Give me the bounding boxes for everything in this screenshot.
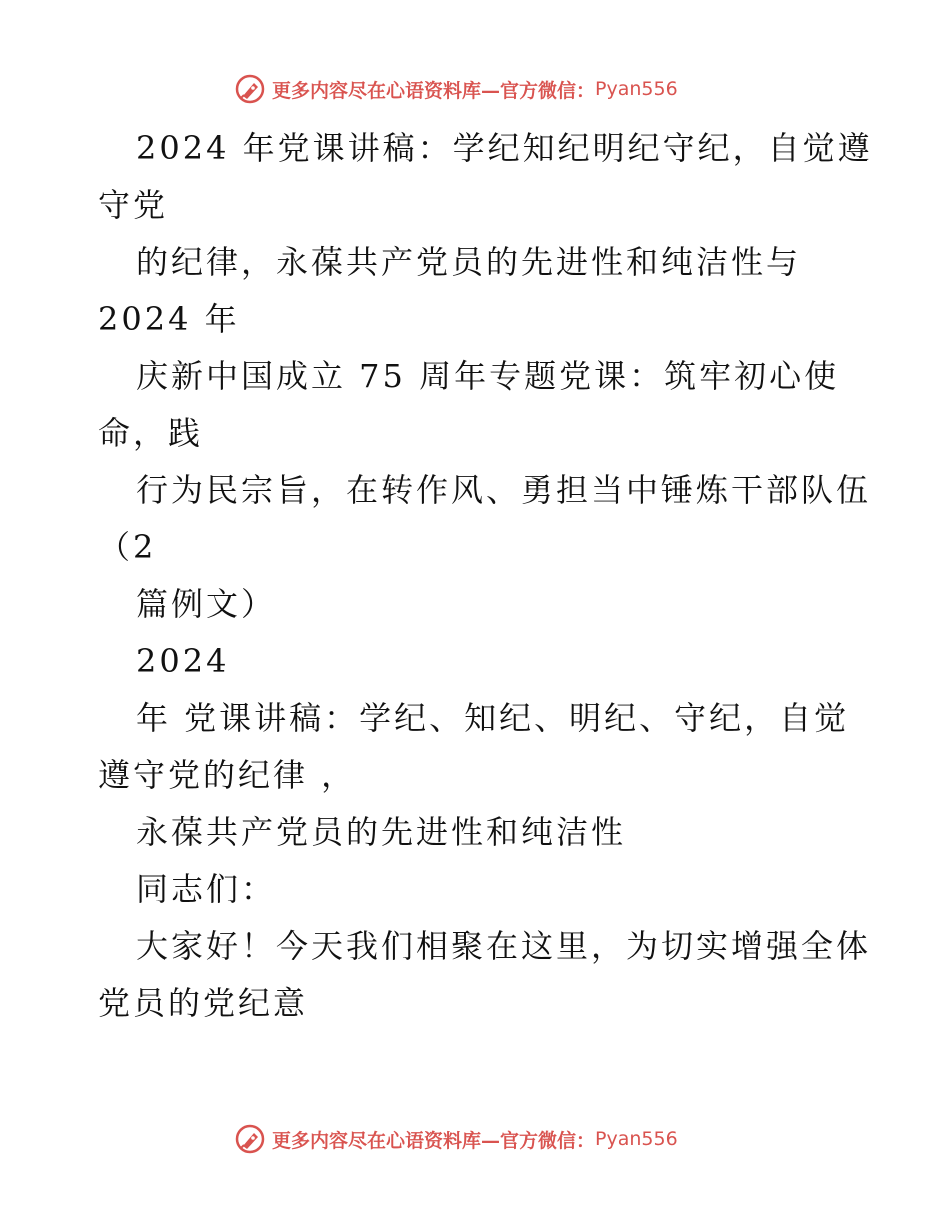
watermark-text: 更多内容尽在心语资料库—官方微信： (272, 1129, 596, 1152)
text-line: 党员的党纪意 (98, 984, 309, 1022)
header-watermark (234, 72, 714, 106)
text-line: 2024 (136, 642, 230, 680)
text-line: 2024 年党课讲稿：学纪知纪明纪守纪，自觉遵 (136, 129, 873, 167)
footer-watermark (234, 1122, 714, 1156)
text-line: （2 (98, 528, 157, 566)
text-line: 行为民宗旨，在转作风、勇担当中锤炼干部队伍 (136, 471, 872, 509)
document-body (98, 120, 878, 1032)
text-line: 大家好！今天我们相聚在这里，为切实增强全体 (136, 927, 872, 965)
text-line: 篇例文） (136, 585, 277, 623)
text-line: 年 党课讲稿：学纪、知纪、明纪、守纪，自觉 (136, 699, 850, 737)
watermark-contact: Pyan556 (595, 1128, 678, 1150)
text-line: 守党 (98, 186, 169, 224)
text-line: 命，践 (98, 414, 204, 452)
text-line: 2024 年 (98, 300, 240, 338)
pen-nib-logo-icon (234, 73, 266, 105)
text-line: 永葆共产党员的先进性和纯洁性 (136, 813, 627, 851)
text-line: 庆新中国成立 75 周年专题党课：筑牢初心使 (136, 357, 840, 395)
text-line: 遵守党的纪律 ， (98, 756, 357, 794)
text-line: 的纪律，永葆共产党员的先进性和纯洁性与 (136, 243, 802, 281)
text-line: 同志们： (136, 870, 277, 908)
pen-nib-logo-icon (234, 1123, 266, 1155)
watermark-contact: Pyan556 (595, 78, 678, 100)
watermark-text: 更多内容尽在心语资料库—官方微信： (272, 79, 596, 102)
